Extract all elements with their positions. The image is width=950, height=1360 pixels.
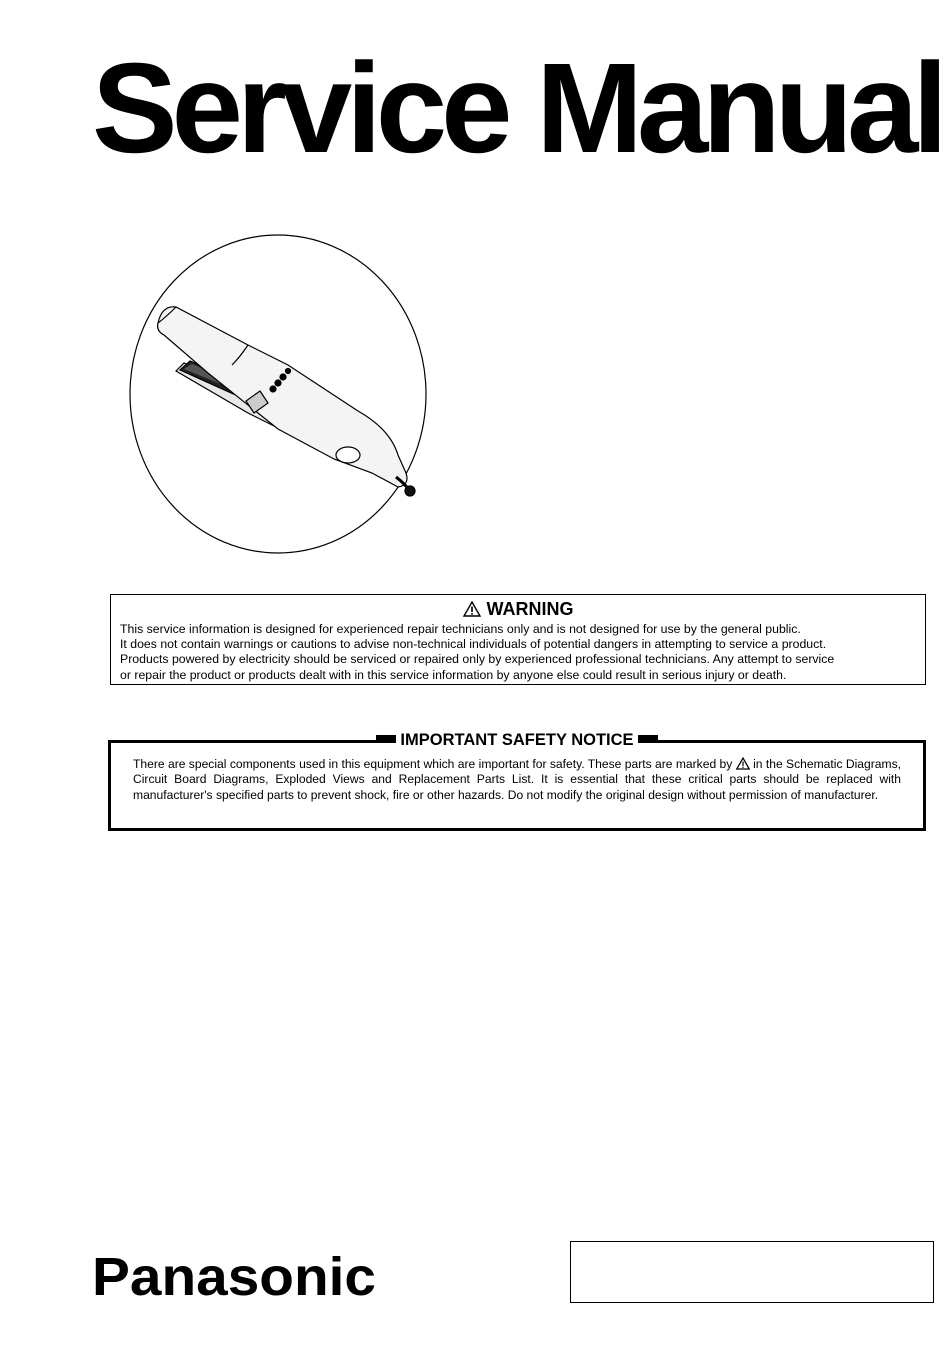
notice-text-before: There are special components used in this equipment which are important for safety. These parts are marked by xyxy=(133,757,733,771)
panasonic-logo xyxy=(92,1247,382,1303)
safety-notice-heading-text: IMPORTANT SAFETY NOTICE xyxy=(400,731,634,749)
brand-logo-text: Panasonic xyxy=(92,1247,376,1303)
safety-notice-box xyxy=(108,731,926,831)
safety-notice-text xyxy=(133,757,901,803)
model-info-box xyxy=(570,1241,934,1303)
service-manual-title xyxy=(92,52,942,172)
safety-notice-heading xyxy=(111,728,923,752)
heading-rule-left xyxy=(376,735,396,741)
warning-heading xyxy=(120,598,916,620)
warning-box xyxy=(110,594,926,685)
warning-line: Products powered by electricity should be serviced or repaired only by experienced professional technicians. Any attempt to service xyxy=(120,652,835,667)
product-illustration xyxy=(128,233,428,555)
warning-line: or repair the product or products dealt with in this service information by anyone else could result in serious injury or death. xyxy=(120,667,787,682)
title-text: Service Manual xyxy=(92,52,942,172)
warning-heading-text: WARNING xyxy=(486,599,574,619)
warning-text xyxy=(120,622,916,683)
warning-triangle-icon xyxy=(463,601,481,617)
warning-line: This service information is designed for experienced repair technicians only and is not designed for use by the general public. xyxy=(120,622,801,636)
warning-triangle-icon xyxy=(736,757,750,770)
heading-rule-right xyxy=(638,735,658,741)
notice-text-after: in the Schematic Diagrams, Circuit Board Diagrams, Exploded Views and Replacement Parts List. It is essential that these critical parts should be replaced with manufacturer's specified parts to prevent shock, fire or other hazards. Do not modify the original design without permission of manufacturer. xyxy=(133,757,901,802)
warning-line: It does not contain warnings or cautions to advise non-technical individuals of potential dangers in attempting to service a product. xyxy=(120,637,827,652)
